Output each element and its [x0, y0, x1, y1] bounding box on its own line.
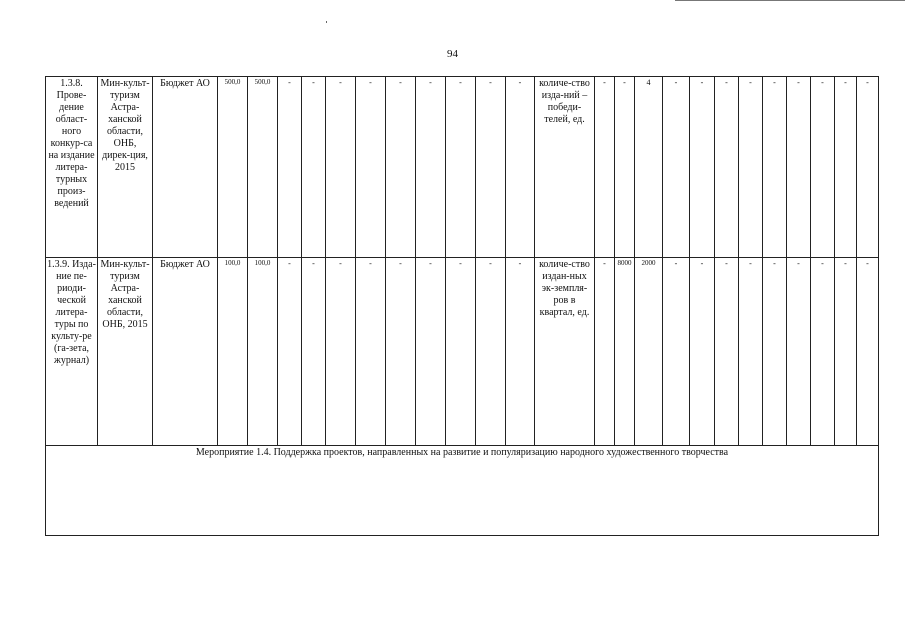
- indicator-cell: 4: [635, 77, 663, 258]
- value-cell: -: [446, 77, 476, 258]
- measure-name: 1.3.9. Изда-ние пе-риоди-ческой литера-туры по культу-ре (га-зета, журнал): [46, 258, 98, 446]
- funding-source: Бюджет АО: [153, 258, 218, 446]
- top-rule: [675, 0, 905, 1]
- indicator-cell: -: [811, 258, 835, 446]
- program-table: [45, 76, 879, 536]
- indicator-name: количе-ство издан-ных эк-земпля-ров в квартал, ед.: [535, 258, 595, 446]
- value-cell: -: [476, 258, 506, 446]
- indicator-cell: -: [787, 77, 811, 258]
- funding-source: Бюджет АО: [153, 77, 218, 258]
- indicator-cell: -: [763, 258, 787, 446]
- value-cell: -: [386, 258, 416, 446]
- scan-speck: [326, 21, 327, 23]
- value-cell: -: [506, 258, 535, 446]
- year-amount: 100,0: [248, 258, 278, 446]
- indicator-cell: -: [690, 258, 715, 446]
- indicator-cell: -: [787, 258, 811, 446]
- indicator-cell: -: [595, 258, 615, 446]
- value-cell: -: [326, 258, 356, 446]
- executor: Мин-культ-туризм Астра-ханской области, ОНБ, 2015: [98, 258, 153, 446]
- indicator-cell: -: [715, 77, 739, 258]
- indicator-cell: -: [715, 258, 739, 446]
- indicator-cell: 8000: [615, 258, 635, 446]
- page-number: 94: [447, 48, 458, 60]
- indicator-cell: -: [615, 77, 635, 258]
- indicator-cell: -: [857, 258, 879, 446]
- indicator-cell: -: [663, 77, 690, 258]
- event-title: Мероприятие 1.4. Поддержка проектов, направленных на развитие и популяризацию народного художественного творчества: [46, 446, 879, 536]
- value-cell: -: [476, 77, 506, 258]
- year-amount: 500,0: [248, 77, 278, 258]
- indicator-cell: -: [663, 258, 690, 446]
- value-cell: -: [302, 77, 326, 258]
- indicator-cell: -: [811, 77, 835, 258]
- indicator-cell: -: [595, 77, 615, 258]
- indicator-cell: 2000: [635, 258, 663, 446]
- value-cell: -: [446, 258, 476, 446]
- measure-name: 1.3.8. Прове-дение област-ного конкур-са на издание литера-турных произ-ведений: [46, 77, 98, 258]
- indicator-cell: -: [763, 77, 787, 258]
- indicator-cell: -: [739, 77, 763, 258]
- value-cell: -: [356, 77, 386, 258]
- event-row: [46, 446, 879, 536]
- value-cell: -: [386, 77, 416, 258]
- value-cell: -: [278, 77, 302, 258]
- indicator-cell: -: [690, 77, 715, 258]
- indicator-cell: -: [739, 258, 763, 446]
- total-amount: 500,0: [218, 77, 248, 258]
- total-amount: 100,0: [218, 258, 248, 446]
- value-cell: -: [302, 258, 326, 446]
- value-cell: -: [506, 77, 535, 258]
- executor: Мин-культ-туризм Астра-ханской области, ОНБ, дирек-ция, 2015: [98, 77, 153, 258]
- value-cell: -: [278, 258, 302, 446]
- indicator-cell: -: [857, 77, 879, 258]
- indicator-name: количе-ство изда-ний – победи-телей, ед.: [535, 77, 595, 258]
- indicator-cell: -: [835, 77, 857, 258]
- value-cell: -: [326, 77, 356, 258]
- table-row: [46, 258, 879, 446]
- table-row: [46, 77, 879, 258]
- value-cell: -: [416, 258, 446, 446]
- indicator-cell: -: [835, 258, 857, 446]
- value-cell: -: [416, 77, 446, 258]
- value-cell: -: [356, 258, 386, 446]
